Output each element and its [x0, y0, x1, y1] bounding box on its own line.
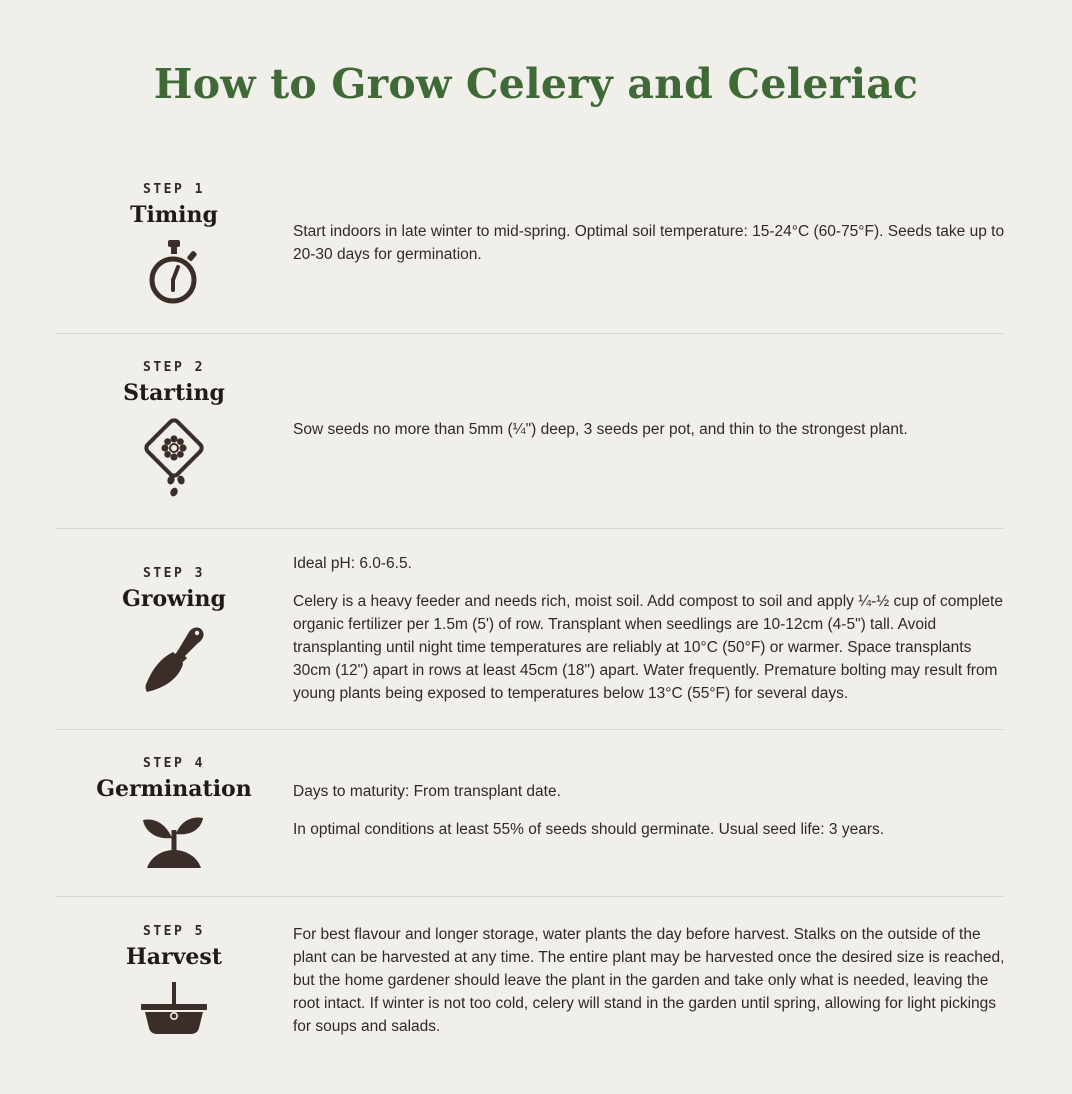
step-paragraph: Days to maturity: From transplant date. [293, 783, 561, 800]
stopwatch-icon [142, 238, 206, 308]
divider [56, 896, 1004, 897]
divider [56, 333, 1004, 334]
step-name: Growing [122, 586, 226, 612]
step-name: Starting [123, 380, 225, 406]
page-title: How to Grow Celery and Celeriac [153, 60, 919, 108]
divider [56, 729, 1004, 730]
step-paragraph: For best flavour and longer storage, water plants the day before harvest. Stalks on the outside of the plant can be harvested at any time. The entire plant may be harvested once the desired size is reached, but the home gardener should leave the plant in the garden and take only what is needed, leaving the root intact. If winter is not too cold, celery will stand in the garden until spring, allowing for light pickings for soups and salads. [293, 926, 1005, 1035]
step-name: Timing [130, 202, 218, 228]
step-label-column [56, 756, 292, 868]
step-paragraph: Sow seeds no more than 5mm (¼") deep, 3 seeds per pot, and thin to the strongest plant. [293, 421, 908, 438]
step-paragraph: Ideal pH: 6.0-6.5. [293, 555, 412, 572]
step-starting [56, 360, 1004, 520]
step-paragraph: Celery is a heavy feeder and needs rich, moist soil. Add compost to soil and apply ¼-½ cup of complete organic fertilizer per 1.5m (5') of row. Transplant when seedlings are 10-12cm (4-5") tall. Avoid transplanting until night time temperatures are reliably at 10°C (50°F) or warmer. Space transplants 30cm (12") apart in rows at least 45cm (18") apart. Water frequently. Premature bolting may result from young plants being exposed to temperatures below 13°C (55°F) for several days. [293, 593, 1003, 702]
step-number: STEP 5 [143, 924, 205, 939]
step-label-column [56, 924, 292, 1038]
step-growing [56, 553, 1004, 723]
step-germination [56, 756, 1004, 886]
step-paragraph: Start indoors in late winter to mid-spring. Optimal soil temperature: 15-24°C (60-75°F). Seeds take up to 20-30 days for germination. [293, 223, 1005, 263]
step-paragraph: In optimal conditions at least 55% of seeds should germinate. Usual seed life: 3 years. [293, 821, 885, 838]
step-name: Harvest [126, 944, 222, 970]
step-number: STEP 4 [143, 756, 205, 771]
step-description [293, 780, 1005, 841]
step-label-column [56, 360, 292, 506]
trowel-icon [139, 622, 209, 698]
step-number: STEP 2 [143, 360, 205, 375]
step-label-column [56, 182, 292, 308]
step-number: STEP 3 [143, 566, 205, 581]
step-label-column [56, 566, 292, 698]
step-timing [56, 182, 1004, 322]
basket-icon [139, 980, 209, 1038]
seed-packet-icon [141, 416, 207, 506]
step-harvest [56, 924, 1004, 1074]
step-description [293, 923, 1005, 1038]
step-number: STEP 1 [143, 182, 205, 197]
divider [56, 528, 1004, 529]
step-description [293, 220, 1005, 266]
step-name: Germination [96, 776, 252, 802]
step-description [293, 552, 1005, 705]
step-description [293, 418, 1005, 441]
sprout-icon [141, 812, 207, 868]
